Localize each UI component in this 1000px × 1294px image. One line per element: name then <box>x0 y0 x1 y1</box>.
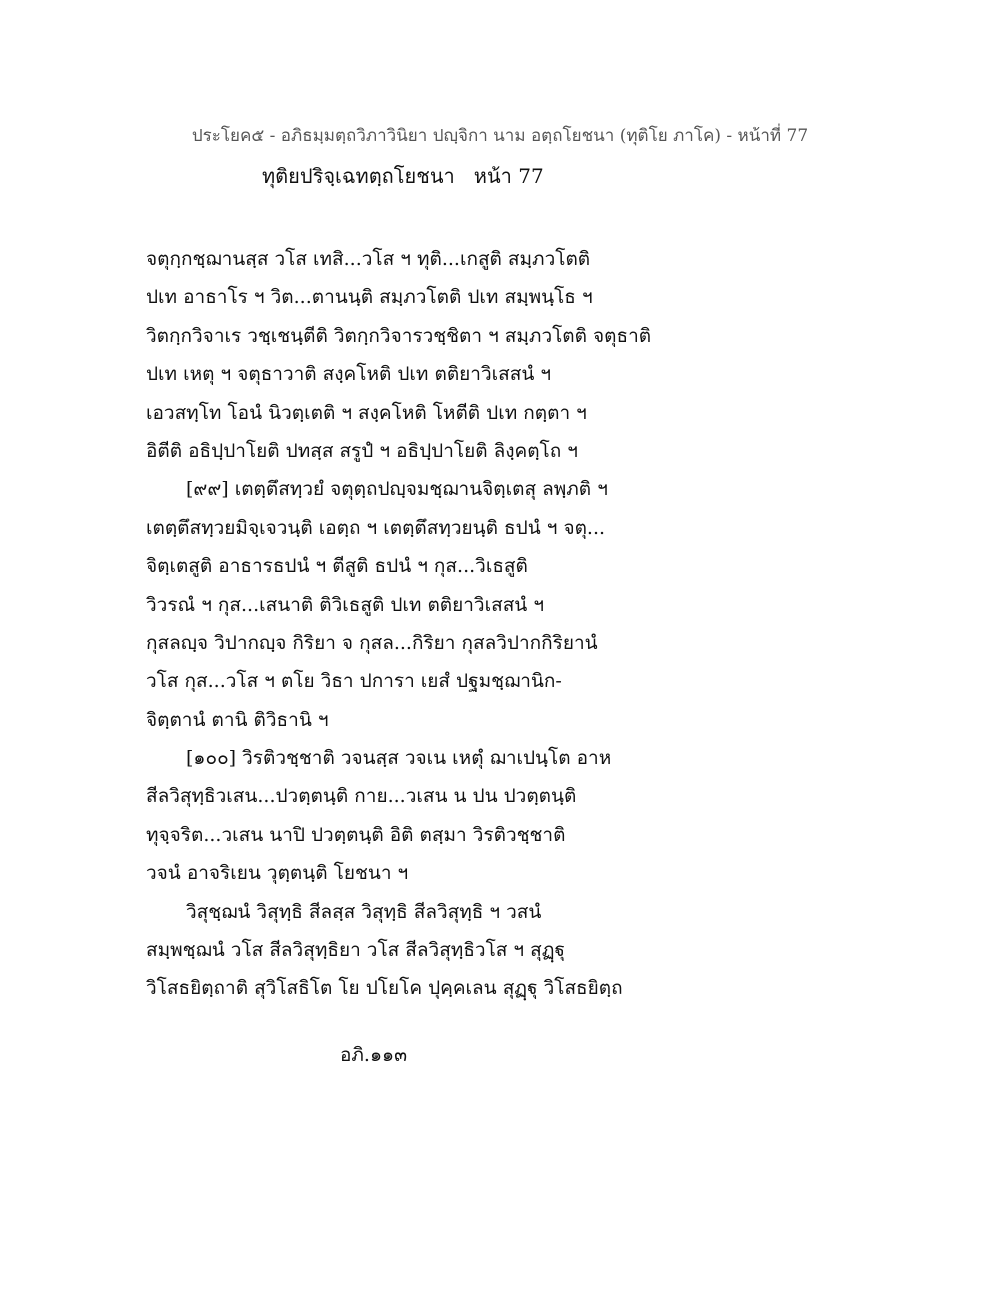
section-header: ทุติยปริจฺเฉทตฺถโยชนา หน้า 77 <box>262 164 544 188</box>
body-line-3: วิตกฺกวิจาเร วชฺเชนฺตีติ วิตกฺกวิจารวชฺชิตา ฯ สมฺภวโตติ จตุธาติ <box>146 324 652 347</box>
body-line-16: ทุจฺจริต...วเสน นาปิ ปวตฺตนฺติ อิติ ตสฺมา วิรติวชฺชาติ <box>146 823 566 846</box>
body-line-8: เตตฺตึสทฺวยมิจฺเจวนฺติ เอตฺถ ฯ เตตฺตึสทฺวยนฺติ ธปนํ ฯ จตุ... <box>146 516 606 539</box>
body-text <box>146 240 706 1008</box>
body-line-11: กุสลญฺจ วิปากญฺจ กิริยา จ กุสล...กิริยา กุสลวิปากกิริยานํ <box>146 631 598 654</box>
body-line-15: สีลวิสุทฺธิวเสน...ปวตฺตนฺติ กาย...วเสน น ปน ปวตฺตนฺติ <box>146 785 577 808</box>
body-line-1: จตุกฺกชฺฌานสฺส วโส เทสิ...วโส ฯ ทุติ...เกสูติ สมฺภวโตติ <box>146 248 591 270</box>
body-line-13: จิตฺตานํ ตานิ ติวิธานิ ฯ <box>146 708 329 731</box>
paragraph-99-start: [๙๙] เตตฺตึสทฺวยํ จตุตฺถปญฺจมชฺฌานจิตฺเตสุ ลพฺภติ ฯ <box>186 478 608 501</box>
body-line-20: วิโสธยิตฺถาติ สุวิโสธิโต โย ปโยโค ปุคฺคเลน สุฏฺฐุ วิโสธยิตฺถ <box>146 977 623 1000</box>
running-header: ประโยค๕ - อภิธมฺมตฺถวิภาวินิยา ปญฺจิกา นาม อตฺถโยชนา (ทุติโย ภาโค) - หน้าที่ 77 <box>191 126 809 146</box>
footer-mark: อภิ.๑๑๓ <box>340 1044 408 1066</box>
paragraph-100-start: [๑๐๐] วิรติวชฺชาติ วจนสฺส วจเน เหตุํ ฌาเปนฺโต อาห <box>186 747 612 770</box>
body-line-9: จิตฺเตสูติ อาธารธปนํ ฯ ตีสูติ ธปนํ ฯ กุส...วิเธสูติ <box>146 555 528 578</box>
body-line-2: ปเท อาธาโร ฯ วิต...ตานนฺติ สมฺภวโตติ ปเท สมฺพนฺโธ ฯ <box>146 286 593 309</box>
body-line-6: อิตีติ อธิปฺปาโยติ ปทสฺส สรูปํ ฯ อธิปฺปาโยติ ลิงฺคตฺโถ ฯ <box>146 439 578 462</box>
body-line-12: วโส กุส...วโส ฯ ตโย วิธา ปการา เยสํ ปฐมชฺฌานิก- <box>146 670 562 693</box>
body-line-19: สมฺพชฺฌนํ วโส สีลวิสุทฺธิยา วโส สีลวิสุทฺธิวโส ฯ สุฏฺฐุ <box>146 939 565 962</box>
body-line-17: วจนํ อาจริเยน วุตฺตนฺติ โยชนา ฯ <box>146 862 409 885</box>
paragraph-visujjhanam-start: วิสุชฺฌนํ วิสุทฺธิ สีลสฺส วิสุทฺธิ สีลวิสุทฺธิ ฯ วสนํ <box>186 900 542 923</box>
body-line-5: เอวสทฺโท โอนํ นิวตฺเตติ ฯ สงฺคโหติ โหตีติ ปเท กตฺตา ฯ <box>146 401 587 424</box>
body-line-10: วิวรณํ ฯ กุส...เสนาติ ติวิเธสูติ ปเท ตติยาวิเสสนํ ฯ <box>146 593 544 616</box>
body-line-4: ปเท เหตุ ฯ จตุธาวาติ สงฺคโหติ ปเท ตติยาวิเสสนํ ฯ <box>146 363 552 386</box>
